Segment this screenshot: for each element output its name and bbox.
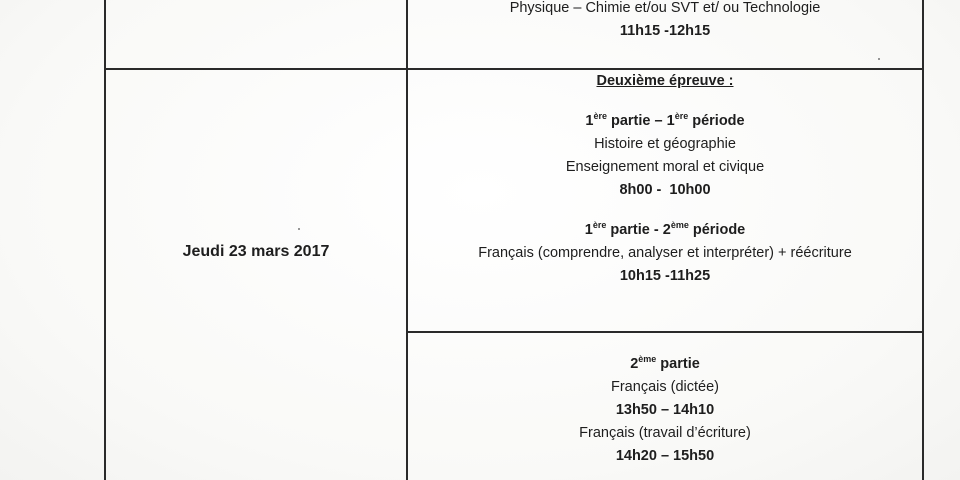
exam-date: Jeudi 23 mars 2017	[182, 243, 330, 260]
scan-speck	[878, 58, 880, 60]
writing-time: 14h20 – 15h50	[615, 448, 715, 464]
second-epreuve-cell	[408, 70, 922, 288]
table-border-right	[922, 0, 924, 480]
subject-french-comprehension: Français (comprendre, analyser et interpréter) + réécriture	[478, 245, 852, 261]
subject-writing: Français (travail d’écriture)	[579, 425, 751, 441]
epreuve-heading: Deuxième épreuve :	[596, 73, 734, 89]
dictation-time: 13h50 – 14h10	[615, 402, 715, 418]
part1-period1-time: 8h00 - 10h00	[619, 182, 711, 198]
table-border-left	[104, 0, 106, 480]
subject-civics: Enseignement moral et civique	[565, 159, 765, 175]
top-time: 11h15 -12h15	[619, 23, 711, 39]
part1-period2-title: 1ère partie - 2ème période	[584, 220, 746, 238]
part2-title: 2ème partie	[630, 354, 700, 372]
subject-history: Histoire et géographie	[594, 136, 736, 152]
part2-cell	[408, 353, 922, 468]
scan-speck	[298, 228, 300, 230]
subject-dictation: Français (dictée)	[611, 379, 719, 395]
top-schedule-cell	[408, 0, 922, 43]
table-cell-divider	[406, 331, 924, 333]
top-subjects: Physique – Chimie et/ou SVT et/ ou Technologie	[509, 0, 821, 16]
part1-period1-title: 1ère partie – 1ère période	[585, 111, 745, 129]
part1-period2-time: 10h15 -11h25	[619, 268, 711, 284]
